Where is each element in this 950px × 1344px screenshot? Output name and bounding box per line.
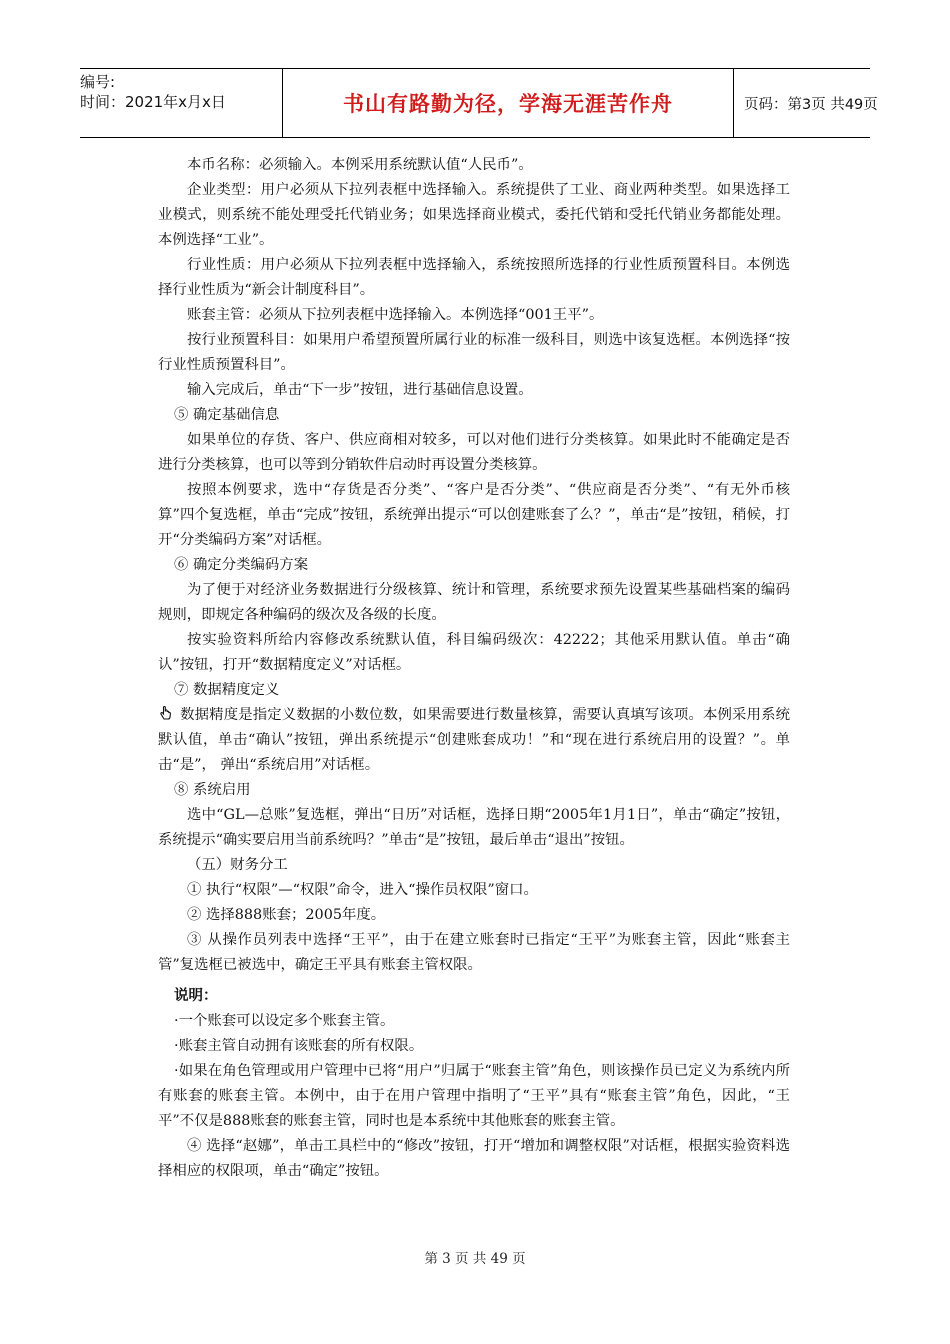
paragraph: 行业性质：用户必须从下拉列表框中选择输入，系统按照所选择的行业性质预置科目。本例选择行业性质为“新会计制度科目”。 [158,257,790,298]
page-label: 页码：第3页 共49页 [744,96,878,113]
paragraph: 按照本例要求，选中“存货是否分类”、“客户是否分类”、“供应商是否分类”、“有无外币核算”四个复选框，单击“完成”按钮，系统弹出提示“可以创建账套了么？”，单击“是”按钮，稍候，打开“分类编码方案”对话框。 [158,482,790,548]
step-item: ② 选择888账套；2005年度。 [187,907,386,923]
section-heading: （五）财务分工 [187,857,288,873]
page-footer: 第 3 页 共 49 页 [424,1251,526,1267]
paragraph: 为了便于对经济业务数据进行分级核算、统计和管理，系统要求预先设置某些基础档案的编码规则，即规定各种编码的级次及各级的长度。 [158,582,790,623]
note-item: ·一个账套可以设定多个账套主管。 [174,1013,395,1029]
paragraph: 按行业预置科目：如果用户希望预置所属行业的标准一级科目，则选中该复选框。本例选择“按行业性质预置科目”。 [158,332,790,373]
hand-pointer-icon [158,705,174,721]
step-item: ① 执行“权限”—“权限”命令，进入“操作员权限”窗口。 [187,882,538,898]
step-item: ③ 从操作员列表中选择“王平”，由于在建立账套时已指定“王平”为账套主管，因此“账套主管”复选框已被选中，确定王平具有账套主管权限。 [158,932,790,973]
paragraph: 本币名称：必须输入。本例采用系统默认值“人民币”。 [187,157,533,173]
step-item: ④ 选择“赵娜”，单击工具栏中的“修改”按钮，打开“增加和调整权限”对话框，根据实验资料选择相应的权限项，单击“确定”按钮。 [158,1138,790,1179]
section-heading: ⑧ 系统启用 [174,782,251,798]
paragraph: 如果单位的存货、客户、供应商相对较多，可以对他们进行分类核算。如果此时不能确定是否进行分类核算，也可以等到分销软件启动时再设置分类核算。 [158,432,790,473]
paragraph: 输入完成后，单击“下一步”按钮，进行基础信息设置。 [187,382,533,398]
section-heading: ⑦ 数据精度定义 [174,682,280,698]
header-page-cell [734,69,878,137]
note-item: ·如果在角色管理或用户管理中已将“用户”归属于“账套主管”角色，则该操作员已定义为系统内所有账套的账套主管。本例中，由于在用户管理中指明了“王平”具有“账套主管”角色，因此，“王平”不仅是888账套的账套主管，同时也是本系统中其他账套的账套主管。 [158,1063,790,1129]
document-body [158,153,790,1184]
number-label: 编号: [80,73,116,91]
paragraph-text: 数据精度是指定义数据的小数位数，如果需要进行数量核算，需要认真填写该项。本例采用系统默认值，单击“确认”按钮，弹出系统提示“创建账套成功！”和“现在进行系统启用的设置？”。单击“是”， 弹出“系统启用”对话框。 [158,707,790,773]
motto: 书山有路勤为径，学海无涯苦作舟 [343,92,673,116]
section-heading: ⑤ 确定基础信息 [174,407,280,423]
header-motto-cell [282,69,734,137]
note-item: ·账套主管自动拥有该账套的所有权限。 [174,1038,424,1054]
paragraph: 企业类型：用户必须从下拉列表框中选择输入。系统提供了工业、商业两种类型。如果选择工业模式，则系统不能处理受托代销业务；如果选择商业模式，委托代销和受托代销业务都能处理。本例选择“工业”。 [158,182,790,248]
paragraph: 选中“GL—总账”复选框，弹出“日历”对话框，选择日期“2005年1月1日”，单击“确定”按钮，系统提示“确实要启用当前系统吗？”单击“是”按钮，最后单击“退出”按钮。 [158,807,790,848]
section-heading: ⑥ 确定分类编码方案 [174,557,309,573]
paragraph: 按实验资料所给内容修改系统默认值，科目编码级次：42222；其他采用默认值。单击“确认”按钮，打开“数据精度定义”对话框。 [158,632,790,673]
page-header [80,68,878,138]
header-meta [80,69,282,137]
paragraph-with-icon [158,703,790,778]
paragraph: 账套主管：必须从下拉列表框中选择输入。本例选择“001王平”。 [187,307,604,323]
note-title: 说明： [174,988,218,1004]
time-label: 时间：2021年x月x日 [80,93,226,111]
